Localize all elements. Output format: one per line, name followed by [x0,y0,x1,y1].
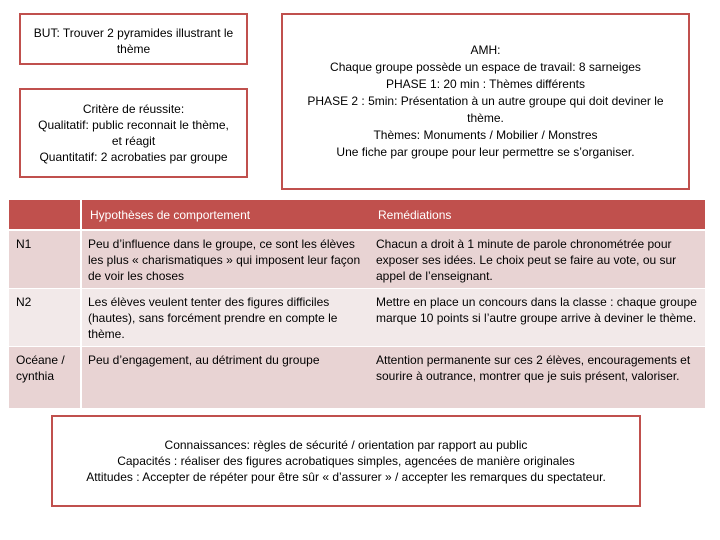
row-label: N1 [9,230,81,289]
criteria-qualitative: Qualitatif: public reconnait le thème, [38,118,229,132]
success-criteria-box [19,88,248,178]
skills-attitudes: Attitudes : Accepter de répéter pour être sûr « d’assurer » / accepter les remarques du spectateur. [86,470,606,484]
criteria-title: Critère de réussite: [82,102,185,116]
amh-box [281,13,690,190]
header-empty [9,200,81,230]
row-hypothesis: Peu d’engagement, au détriment du groupe [81,347,370,409]
table-header-row [9,200,705,230]
amh-line-6: Une fiche par groupe pour leur permettre se s’organiser. [336,145,635,159]
table-row [9,230,705,289]
goal-line-1: BUT: Trouver 2 pyramides illustrant le [33,26,234,40]
row-remediation: Chacun a droit à 1 minute de parole chronométrée pour exposer ses idées. Le choix peut se faire au vote, ou sur appel de l’enseignant. [370,230,705,289]
header-remediations: Remédiations [370,200,705,230]
criteria-quantitative: Quantitatif: 2 acrobaties par groupe [39,150,228,164]
goal-line-2: thème [116,42,151,56]
row-hypothesis: Les élèves veulent tenter des figures difficiles (hautes), sans forcément prendre en compte le thème. [81,289,370,347]
skills-abilities: Capacités : réaliser des figures acrobatiques simples, agencées de manière originales [117,454,575,468]
row-hypothesis: Peu d’influence dans le groupe, ce sont les élèves les plus « charismatiques » qui imposent leur façon de voir les choses [81,230,370,289]
amh-line-4: thème. [467,111,504,125]
table-row [9,347,705,409]
skills-box [51,415,641,507]
amh-line-3: PHASE 2 : 5min: Présentation à un autre groupe qui doit deviner le [307,94,664,108]
amh-line-1: Chaque groupe possède un espace de travail: 8 sarneiges [330,60,641,74]
criteria-qualitative-2: et réagit [111,134,156,148]
amh-title: AMH: [470,43,501,57]
table-row [9,289,705,347]
skills-knowledge: Connaissances: règles de sécurité / orientation par rapport au public [164,438,528,452]
row-remediation: Mettre en place un concours dans la classe : chaque groupe marque 10 points si l’autre groupe arrive à deviner le thème. [370,289,705,347]
row-label: Océane / cynthia [9,347,81,409]
row-label: N2 [9,289,81,347]
goal-box [19,13,248,65]
amh-line-2: PHASE 1: 20 min : Thèmes différents [386,77,585,91]
amh-line-5: Thèmes: Monuments / Mobilier / Monstres [373,128,598,142]
behavior-table [9,200,705,409]
row-remediation: Attention permanente sur ces 2 élèves, encouragements et sourire à outrance, montrer que je suis présent, valoriser. [370,347,705,409]
header-hypotheses: Hypothèses de comportement [81,200,370,230]
